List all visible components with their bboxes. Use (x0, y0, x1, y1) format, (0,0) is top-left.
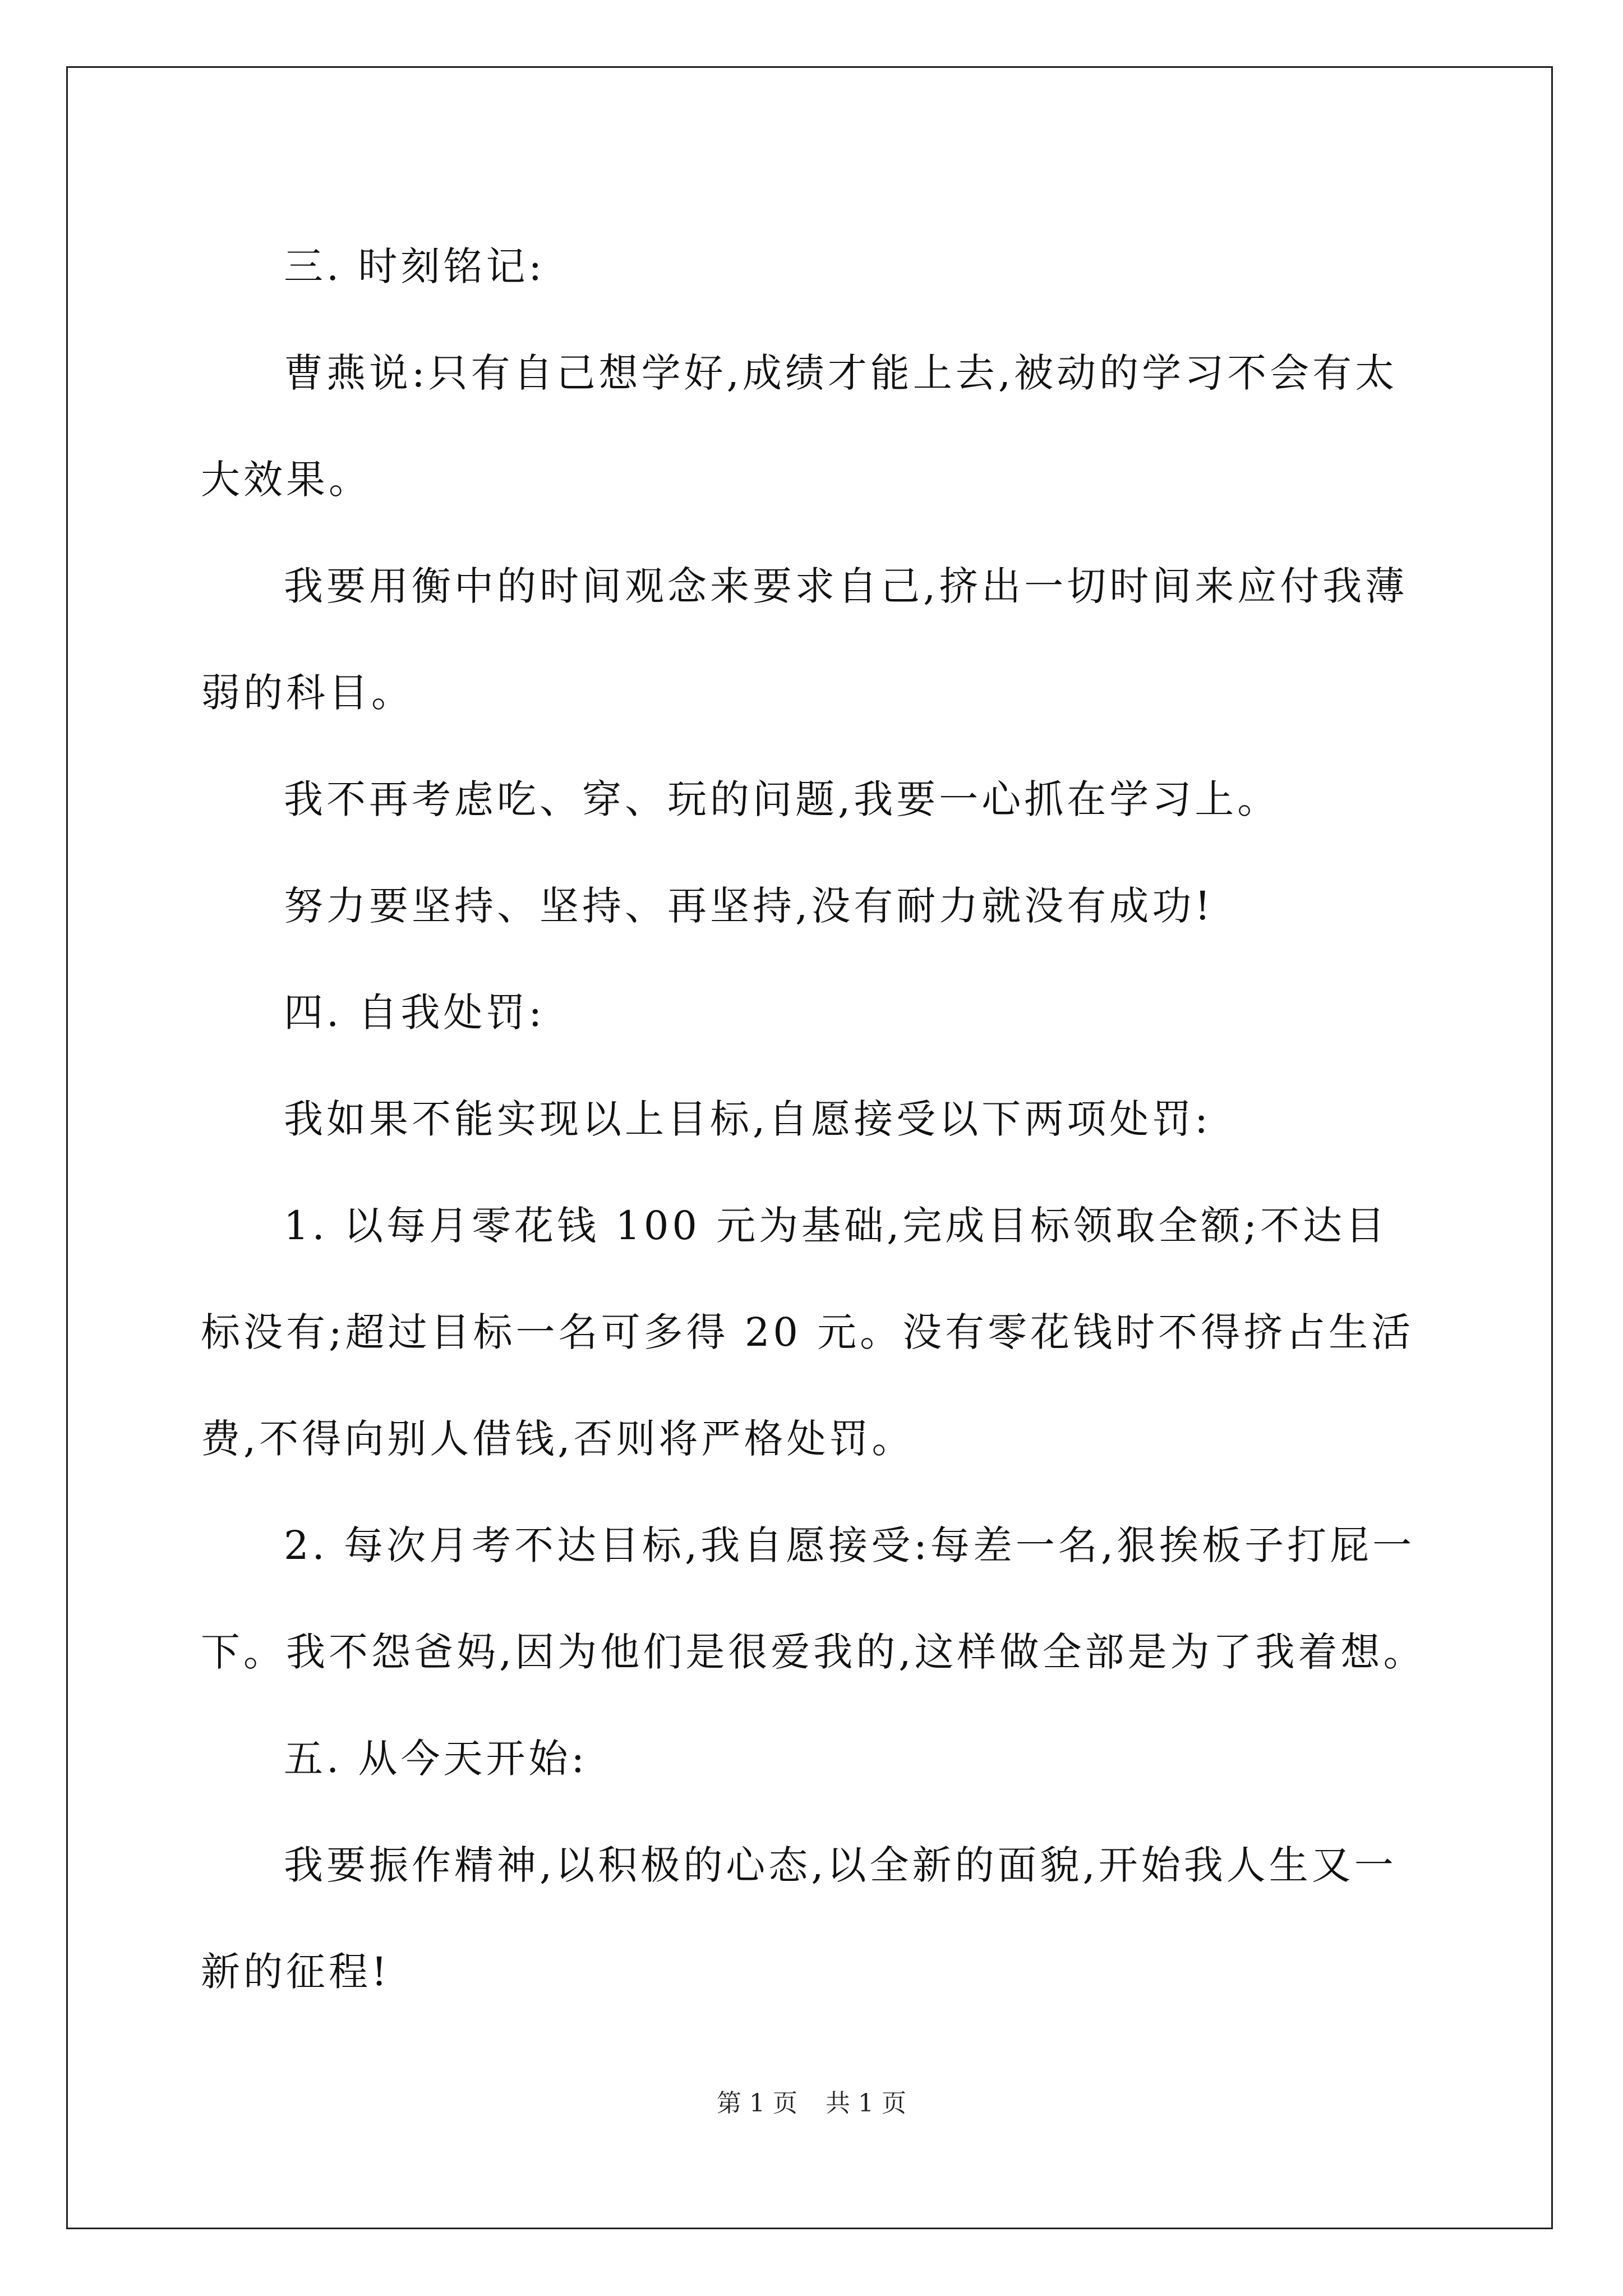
document-body (201, 213, 1429, 2025)
section-heading-5: 五. 从今天开始: (284, 1736, 588, 1782)
paragraph-persistence: 努力要坚持、坚持、再坚持,没有耐力就没有成功! (284, 883, 1214, 929)
list-item-penalty-1: 1. 以每月零花钱 100 元为基础,完成目标领取全额;不达目标没有;超过目标一名可多得 20 元。没有零花钱时不得挤占生活费,不得向别人借钱,否则将严格处罚。 (201, 1203, 1414, 1462)
section-heading-4: 四. 自我处罚: (284, 990, 546, 1036)
paragraph-quote: 曹燕说:只有自己想学好,成绩才能上去,被动的学习不会有太大效果。 (201, 350, 1398, 503)
page-total: 共 1 页 (826, 2089, 906, 2118)
paragraph-time-concept: 我要用衡中的时间观念来要求自己,挤出一切时间来应付我薄弱的科目。 (201, 563, 1408, 716)
list-item-penalty-2: 2. 每次月考不达目标,我自愿接受:每差一名,狠挨板子打屁一下。我不怨爸妈,因为他们是很爱我的,这样做全部是为了我着想。 (201, 1522, 1426, 1675)
paragraph-new-start: 我要振作精神,以积极的心态,以全新的面貌,开始我人生又一新的征程! (201, 1842, 1397, 1995)
section-heading-3: 三. 时刻铭记: (284, 243, 546, 289)
page-footer (0, 2087, 1623, 2120)
paragraph-focus-study: 我不再考虑吃、穿、玩的问题,我要一心抓在学习上。 (284, 776, 1280, 822)
paragraph-penalty-intro: 我如果不能实现以上目标,自愿接受以下两项处罚: (284, 1096, 1211, 1142)
page-number: 第 1 页 (717, 2089, 797, 2118)
